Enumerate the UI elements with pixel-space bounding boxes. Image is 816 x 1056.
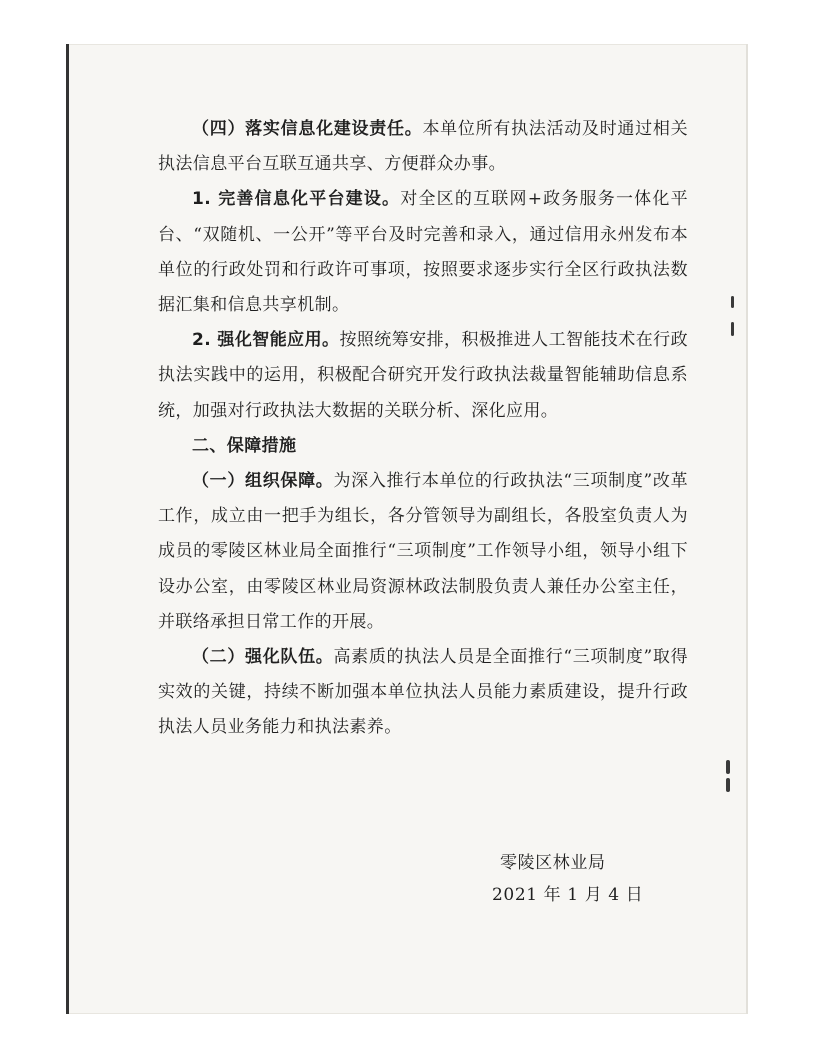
document-body bbox=[158, 112, 688, 746]
section-heading: 二、保障措施 bbox=[192, 435, 297, 456]
paragraph-item-1 bbox=[158, 182, 688, 323]
scan-mark bbox=[726, 778, 730, 792]
paragraph-section-4 bbox=[158, 112, 688, 182]
paragraph-text: 按照统筹安排，积极推进人工智能技术在行政执法实践中的运用，积极配合研究开发行政执法裁量智能辅助信息系统，加强对行政执法大数据的关联分析、深化应用。 bbox=[158, 330, 688, 421]
page-left-edge bbox=[66, 44, 69, 1014]
paragraph-item-2 bbox=[158, 323, 688, 429]
scan-mark bbox=[731, 322, 734, 336]
page-right-edge bbox=[746, 44, 748, 1014]
paragraph-lead: 2. 强化智能应用。 bbox=[192, 330, 340, 351]
scan-mark bbox=[726, 760, 730, 774]
paragraph-lead: （一）组织保障。 bbox=[192, 471, 334, 492]
paragraph-text: 对全区的互联网+政务服务一体化平台、“双随机、一公开”等平台及时完善和录入，通过信用永州发布本单位的行政处罚和行政许可事项，按照要求逐步实行全区行政执法数据汇集和信息共享机制。 bbox=[158, 189, 688, 316]
paragraph-team bbox=[158, 640, 688, 746]
paragraph-text: 为深入推行本单位的行政执法“三项制度”改革工作，成立由一把手为组长，各分管领导为副组长，各股室负责人为成员的零陵区林业局全面推行“三项制度”工作领导小组，领导小组下设办公室，由零陵区林业局资源林政法制股负责人兼任办公室主任，并联络承担日常工作的开展。 bbox=[158, 471, 689, 632]
paragraph-lead: （四）落实信息化建设责任。 bbox=[192, 119, 423, 139]
paragraph-text: 本单位所有执法活动及时通过相关执法信息平台互联互通共享、方便群众办事。 bbox=[158, 119, 688, 175]
paragraph-text: 高素质的执法人员是全面推行“三项制度”取得实效的关键，持续不断加强本单位执法人员能力素质建设，提升行政执法人员业务能力和执法素养。 bbox=[158, 647, 689, 738]
paragraph-lead: （二）强化队伍。 bbox=[192, 647, 334, 668]
paragraph-lead: 1. 完善信息化平台建设。 bbox=[192, 189, 401, 210]
scan-mark bbox=[731, 296, 734, 308]
paragraph-organization bbox=[158, 464, 688, 640]
signature-date: 2021 年 1 月 4 日 bbox=[492, 885, 644, 905]
signature-org: 零陵区林业局 bbox=[500, 853, 606, 873]
